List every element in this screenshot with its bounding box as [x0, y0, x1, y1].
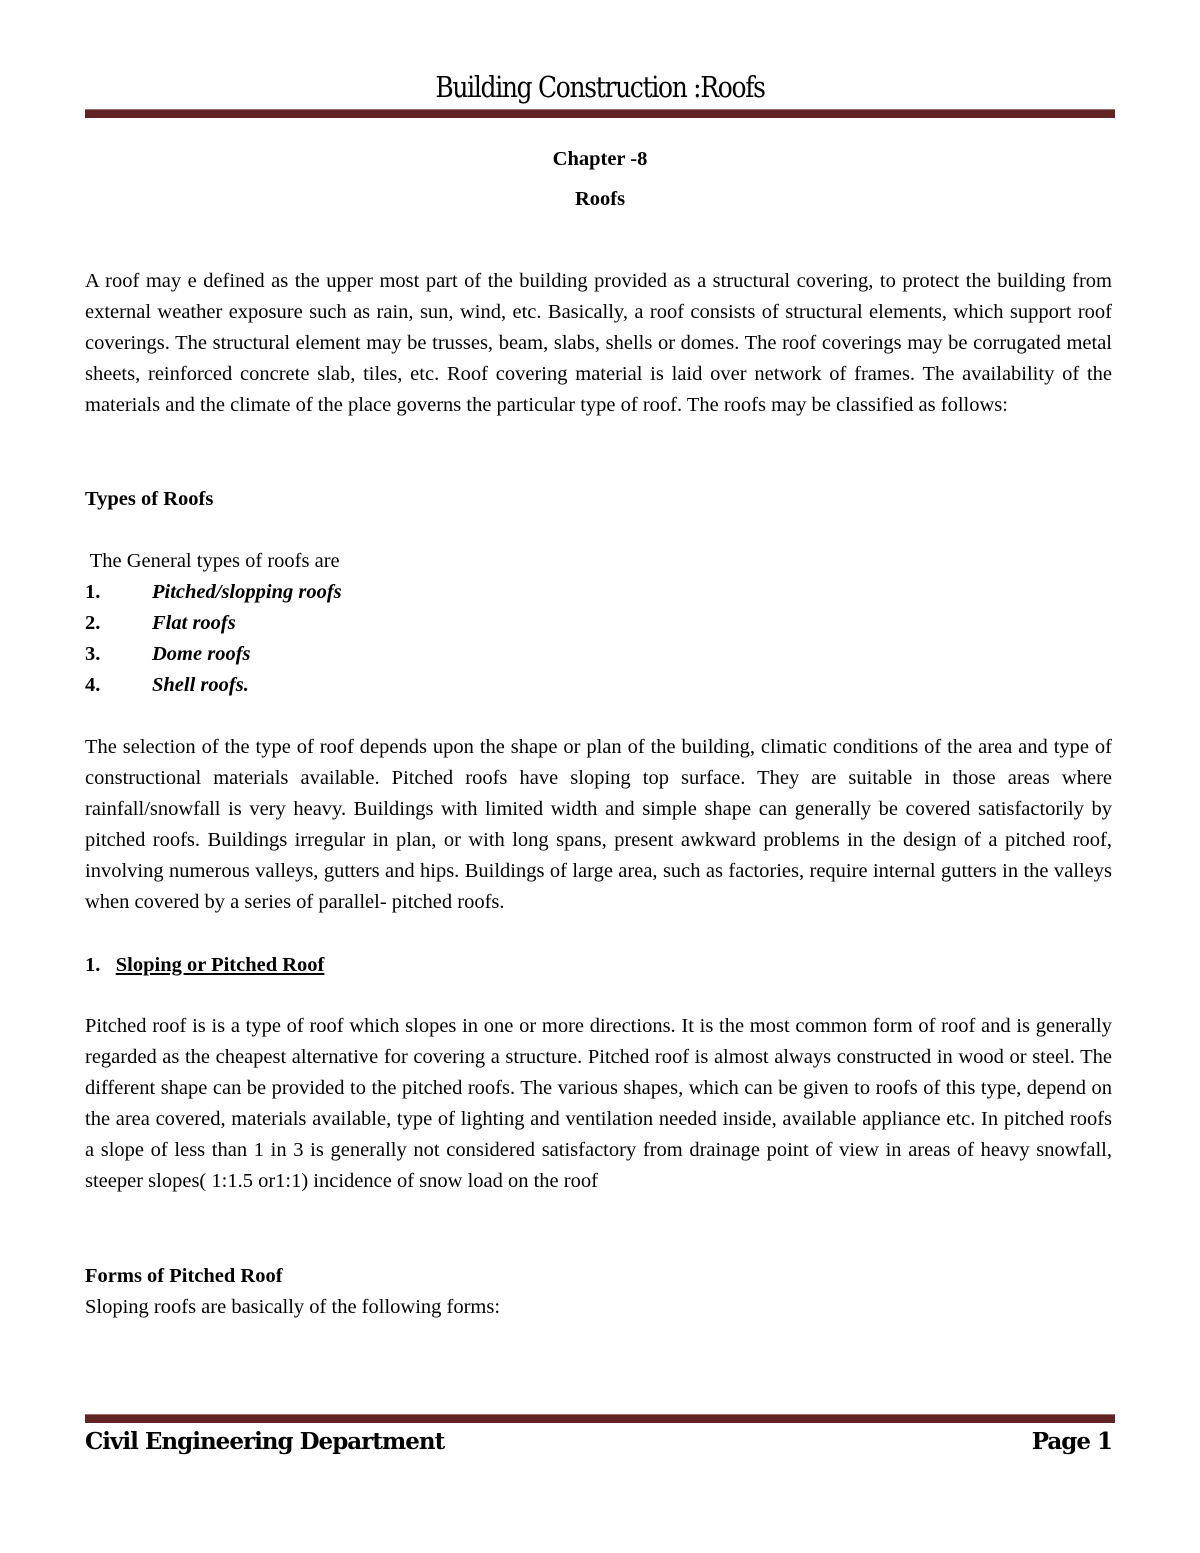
types-list: [85, 546, 1112, 701]
footer-department: Civil Engineering Department: [85, 1428, 445, 1455]
chapter-title: Roofs: [574, 188, 626, 210]
forms-paragraph: Sloping roofs are basically of the following forms:: [85, 1296, 501, 1318]
list-item: 2. Flat roofs: [85, 612, 236, 634]
list-item: 4. Shell roofs.: [85, 674, 249, 696]
chapter-heading: [85, 144, 1115, 215]
section1-paragraph: Pitched roof is is a type of roof which slopes in one or more directions. It is the most common form of roof and is generally regarded as the cheapest alternative for covering a structure. Pitched roof is almost always constructed in wood or steel. The different shape can be provided to the pitched roofs. The various shapes, which can be given to roofs of this type, depend on the area covered, materials available, type of lighting and ventilation needed inside, available appliance etc. In pitched roofs a slope of less than 1 in 3 is generally not considered satisfactory from drainage point of view in areas of heavy snowfall, steeper slopes( 1:1.5 or1:1) incidence of snow load on the roof: [85, 1015, 1112, 1192]
footer-rule: [85, 1414, 1115, 1423]
forms-heading: Forms of Pitched Roof: [85, 1265, 283, 1287]
list-item: 1. Pitched/slopping roofs: [85, 581, 342, 603]
header-title: Building Construction :Roofs: [435, 70, 765, 104]
intro-paragraph: A roof may e defined as the upper most part of the building provided as a structural covering, to protect the building from external weather exposure such as rain, sun, wind, etc. Basically, a roof consists of structural elements, which support roof coverings. The structural element may be trusses, beam, slabs, shells or domes. The roof coverings may be corrugated metal sheets, reinforced concrete slab, tiles, etc. Roof covering material is laid over network of frames. The availability of the materials and the climate of the place governs the particular type of roof. The roofs may be classified as follows:: [85, 270, 1112, 416]
list-item: 3. Dome roofs: [85, 643, 251, 665]
types-heading: Types of Roofs: [85, 488, 214, 510]
header-rule: [85, 109, 1115, 118]
footer-page-number: Page 1: [1031, 1428, 1112, 1455]
chapter-number: Chapter -8: [552, 148, 648, 170]
selection-paragraph: The selection of the type of roof depends upon the shape or plan of the building, climatic conditions of the area and type of constructional materials available. Pitched roofs have sloping top surface. They are suitable in those areas where rainfall/snowfall is very heavy. Buildings with limited width and simple shape can generally be covered satisfactorily by pitched roofs. Buildings irregular in plan, or with long spans, present awkward problems in the design of a pitched roof, involving numerous valleys, gutters and hips. Buildings of large area, such as factories, require internal gutters in the valleys when covered by a series of parallel- pitched roofs.: [85, 736, 1112, 913]
section1-heading: 1. Sloping or Pitched Roof: [85, 954, 325, 976]
types-lead: The General types of roofs are: [85, 550, 340, 572]
